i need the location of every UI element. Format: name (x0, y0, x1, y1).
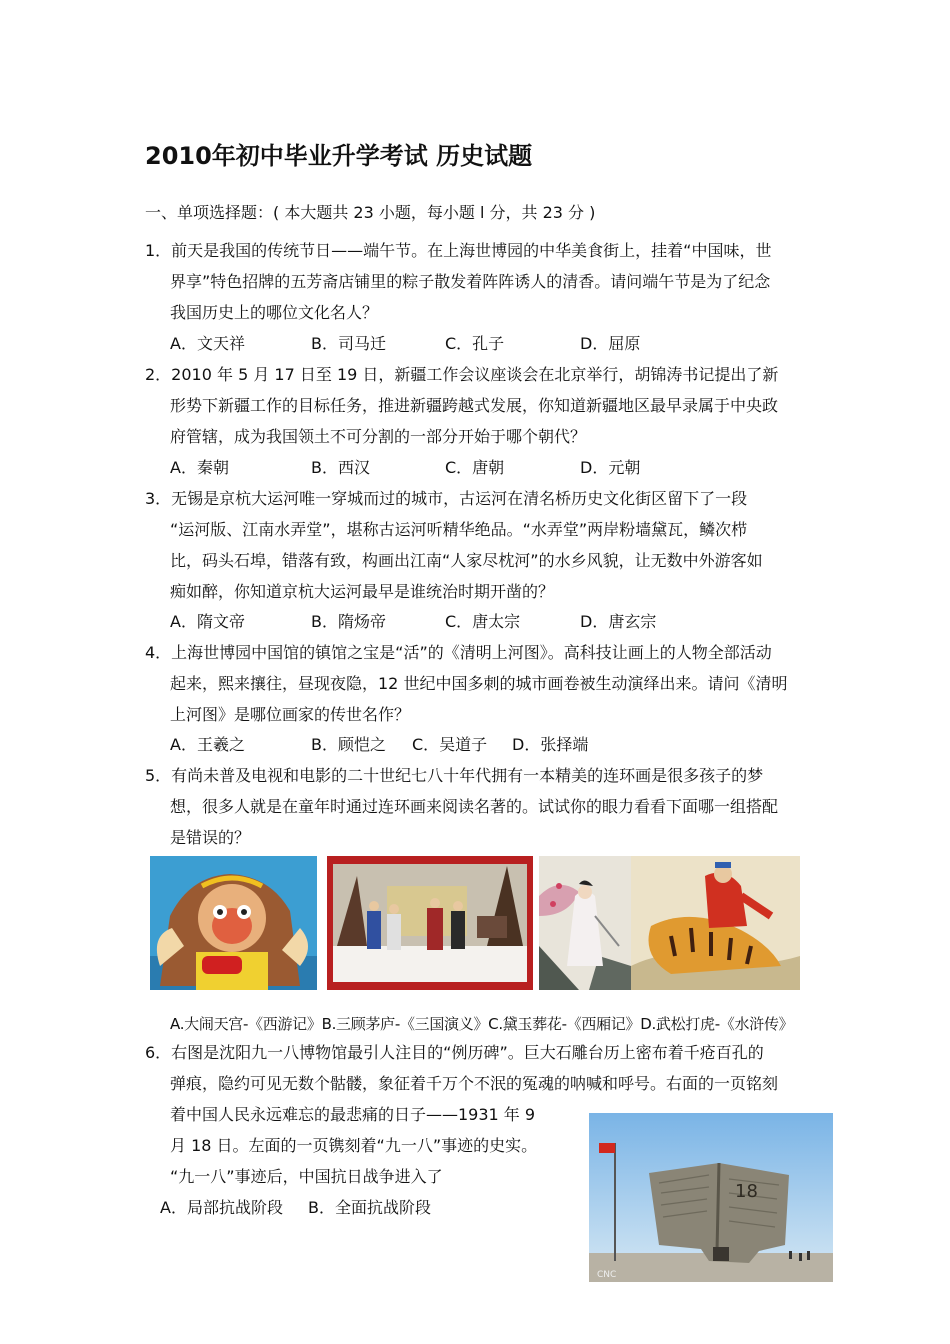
monkey-king-comic-image (150, 856, 317, 990)
photo-watermark: CNC (597, 1270, 617, 1280)
wu-song-comic-image (631, 856, 800, 990)
q3-line-1: 3．无锡是京杭大运河唯一穿城而过的城市，古运河在清名桥历史文化街区留下了一段 (145, 489, 748, 508)
q6-option-b: B．全面抗战阶段 (308, 1198, 431, 1217)
q5-line-2: 想，很多人就是在童年时通过连环画来阅读名著的。试试你的眼力看看下面哪一组搭配 (170, 797, 779, 816)
q2-option-d: D．元朝 (580, 458, 641, 477)
q1-line-1: 1．前天是我国的传统节日——端午节。在上海世博园的中华美食街上，挂着“中国味，世 (145, 241, 772, 260)
q5-caption: A.大闹天宫-《西游记》B.三顾茅庐-《三国演义》C.黛玉葬花-《西厢记》D.武松打虎-《水浒传》 (170, 1015, 794, 1033)
q6-line-3: 着中国人民永远难忘的最悲痛的日子——1931 年 9 (170, 1105, 536, 1124)
q4-line-1: 4．上海世博园中国馆的镇馆之宝是“活”的《清明上河图》。高科技让画上的人物全部活动 (145, 643, 772, 662)
q1-line-2: 界享”特色招牌的五芳斋店铺里的粽子散发着阵阵诱人的清香。请问端午节是为了纪念 (170, 272, 771, 291)
q5-line-1: 5．有尚未普及电视和电影的二十世纪七八十年代拥有一本精美的连环画是很多孩子的梦 (145, 766, 764, 785)
q3-option-d: D．唐玄宗 (580, 612, 657, 631)
q6-line-4: 月 18 日。左面的一页镌刻着“九一八”事迹的史实。 (170, 1136, 538, 1155)
q1-line-3: 我国历史上的哪位文化名人？ (170, 303, 379, 322)
q4-option-a: A．王羲之 (170, 735, 245, 754)
q3-line-3: 比，码头石埠，错落有致，构画出江南“人家尽枕河”的水乡风貌，让无数中外游客如 (170, 551, 763, 570)
q3-line-2: “运河版、江南水弄堂”，堪称古运河听精华绝品。“水弄堂”两岸粉墙黛瓦，鳞次栉 (170, 520, 748, 539)
q2-line-3: 府管辖，成为我国领土不可分割的一部分开始于哪个朝代？ (170, 427, 587, 446)
three-visits-comic-image (327, 856, 533, 990)
section-heading: 一、单项选择题：( 本大题共 23 小题，每小题 l 分，共 23 分 ) (145, 203, 596, 222)
page-title: 2010年初中毕业升学考试 历史试题 (145, 142, 533, 170)
q4-option-b: B．顾恺之 (311, 735, 386, 754)
daiyu-comic-image (539, 856, 631, 990)
q4-option-d: D．张择端 (512, 735, 589, 754)
museum-monument-photo (589, 1113, 833, 1282)
q2-option-a: A．秦朝 (170, 458, 229, 477)
q6-line-5: “九一八”事迹后，中国抗日战争进入了 (170, 1167, 443, 1186)
q4-option-c: C．吴道子 (412, 735, 488, 754)
q4-line-3: 上河图》是哪位画家的传世名作？ (170, 705, 411, 724)
q3-line-4: 痴如醉，你知道京杭大运河最早是谁统治时期开凿的？ (170, 582, 555, 601)
q1-option-b: B．司马迁 (311, 334, 386, 353)
q1-option-a: A．文天祥 (170, 334, 245, 353)
q3-option-a: A．隋文帝 (170, 612, 245, 631)
q5-line-3: 是错误的？ (170, 828, 251, 847)
q6-line-2: 弹痕，隐约可见无数个骷髅，象征着千万个不泯的冤魂的呐喊和呼号。右面的一页铭刻 (170, 1074, 779, 1093)
q1-option-d: D．屈原 (580, 334, 641, 353)
q3-option-b: B．隋炀帝 (311, 612, 386, 631)
q2-line-2: 形势下新疆工作的目标任务，推进新疆跨越式发展，你知道新疆地区最早录属于中央政 (170, 396, 779, 415)
q6-line-1: 6．右图是沈阳九一八博物馆最引人注目的“例历碑”。巨大石雕台历上密布着千疮百孔的 (145, 1043, 764, 1062)
q2-option-c: C．唐朝 (445, 458, 505, 477)
q2-option-b: B．西汉 (311, 458, 370, 477)
q4-line-2: 起来，熙来攘往，昼现夜隐，12 世纪中国多刺的城市画卷被生动演绎出来。请问《清明 (170, 674, 788, 693)
q6-option-a: A．局部抗战阶段 (160, 1198, 283, 1217)
monument-date-mark: 18 (735, 1181, 758, 1202)
q3-option-c: C．唐太宗 (445, 612, 521, 631)
q2-line-1: 2．2010 年 5 月 17 日至 19 日，新疆工作会议座谈会在北京举行，胡锦涛书记提出了新 (145, 365, 779, 384)
q1-option-c: C．孔子 (445, 334, 505, 353)
